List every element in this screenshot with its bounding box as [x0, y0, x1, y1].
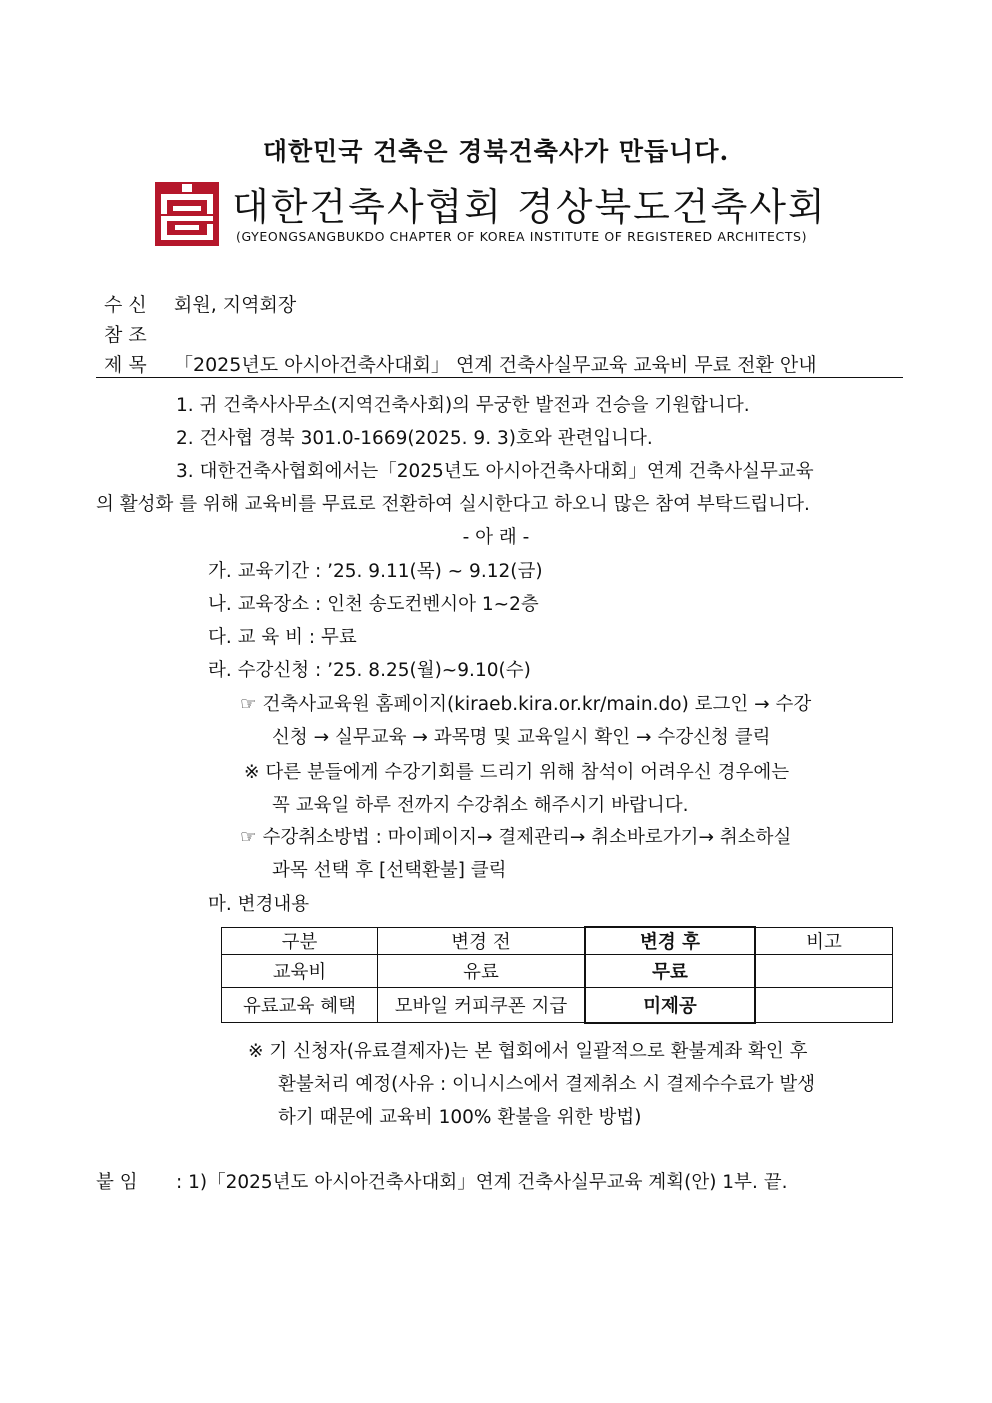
item-venue: 나. 교육장소 : 인천 송도컨벤시아 1~2층	[208, 594, 539, 615]
cancel-method-line-2: 과목 선택 후 [선택환불] 클릭	[272, 860, 507, 881]
subject-value: 「2025년도 아시아건축사대회」 연계 건축사실무교육 교육비 무료 전환 안내	[174, 354, 817, 376]
cancel-request-line-2: 꼭 교육일 하루 전까지 수강취소 해주시기 바랍니다.	[272, 795, 689, 816]
cell-category: 유료교육 혜택	[222, 988, 378, 1023]
registration-note-line-1: ☞ 건축사교육원 홈페이지(kiraeb.kira.or.kr/main.do) 로그인 → 수강	[240, 694, 812, 715]
header-remarks: 비고	[755, 927, 893, 955]
cell-after: 미제공	[585, 988, 755, 1023]
item-period: 가. 교육기간 : ’25. 9.11(목) ~ 9.12(금)	[208, 561, 543, 582]
cell-before: 유료	[378, 955, 586, 988]
details-heading: - 아 래 -	[462, 527, 530, 548]
cell-after: 무료	[585, 955, 755, 988]
item-registration: 라. 수강신청 : ’25. 8.25(월)~9.10(수)	[208, 660, 531, 681]
organization-name: 대한건축사협회 경상북도건축사회	[232, 185, 827, 229]
cancel-request-line-1: ※ 다른 분들에게 수강기회를 드리기 위해 참석이 어려우신 경우에는	[244, 762, 790, 783]
paragraph-2: 2. 건사협 경북 301.0-1669(2025. 9. 3)호와 관련입니다.	[176, 428, 653, 449]
table-row	[222, 988, 893, 1023]
reference-label: 참조	[104, 324, 153, 346]
table-header-row	[222, 927, 893, 955]
header-after: 변경 후	[585, 927, 755, 955]
changes-table	[221, 926, 893, 1024]
subject-divider	[96, 377, 903, 378]
attachment-label: 붙 임	[96, 1172, 138, 1193]
cancel-method-line-1: ☞ 수강취소방법 : 마이페이지→ 결제관리→ 취소바로가기→ 취소하실	[240, 827, 792, 848]
refund-note-line-1: ※ 기 신청자(유료결제자)는 본 협회에서 일괄적으로 환불계좌 확인 후	[248, 1041, 808, 1062]
subject-label: 제목	[104, 354, 153, 376]
recipient-label: 수신	[104, 294, 153, 316]
cell-category: 교육비	[222, 955, 378, 988]
refund-note-line-3: 하기 때문에 교육비 100% 환불을 위한 방법)	[278, 1107, 642, 1128]
paragraph-3-line-1: 3. 대한건축사협회에서는「2025년도 아시아건축사대회」연계 건축사실무교육	[176, 461, 814, 482]
organization-english-name: (GYEONGSANGBUKDO CHAPTER OF KOREA INSTITUTE OF REGISTERED ARCHITECTS)	[236, 229, 808, 244]
refund-note-line-2: 환불처리 예정(사유 : 이니시스에서 결제취소 시 결제수수료가 발생	[278, 1074, 816, 1095]
header-before: 변경 전	[378, 927, 586, 955]
cell-remarks	[755, 988, 893, 1023]
changes-heading: 마. 변경내용	[208, 894, 310, 915]
table-row	[222, 955, 893, 988]
registration-note-line-2: 신청 → 실무교육 → 과목명 및 교육일시 확인 → 수강신청 클릭	[272, 727, 771, 748]
slogan: 대한민국 건축은 경북건축사가 만듭니다.	[262, 137, 730, 166]
cell-before: 모바일 커피쿠폰 지급	[378, 988, 586, 1023]
attachment-text: : 1)「2025년도 아시아건축사대회」연계 건축사실무교육 계획(안) 1부. 끝.	[176, 1172, 788, 1193]
paragraph-1: 1. 귀 건축사사무소(지역건축사회)의 무궁한 발전과 건승을 기원합니다.	[176, 395, 750, 416]
kira-logo-icon	[155, 182, 219, 246]
header-category: 구분	[222, 927, 378, 955]
cell-remarks	[755, 955, 893, 988]
paragraph-3-line-2: 의 활성화 를 위해 교육비를 무료로 전환하여 실시한다고 하오니 많은 참여 부탁드립니다.	[96, 494, 810, 515]
item-fee: 다. 교 육 비 : 무료	[208, 627, 357, 648]
recipient-value: 회원, 지역회장	[174, 294, 297, 316]
